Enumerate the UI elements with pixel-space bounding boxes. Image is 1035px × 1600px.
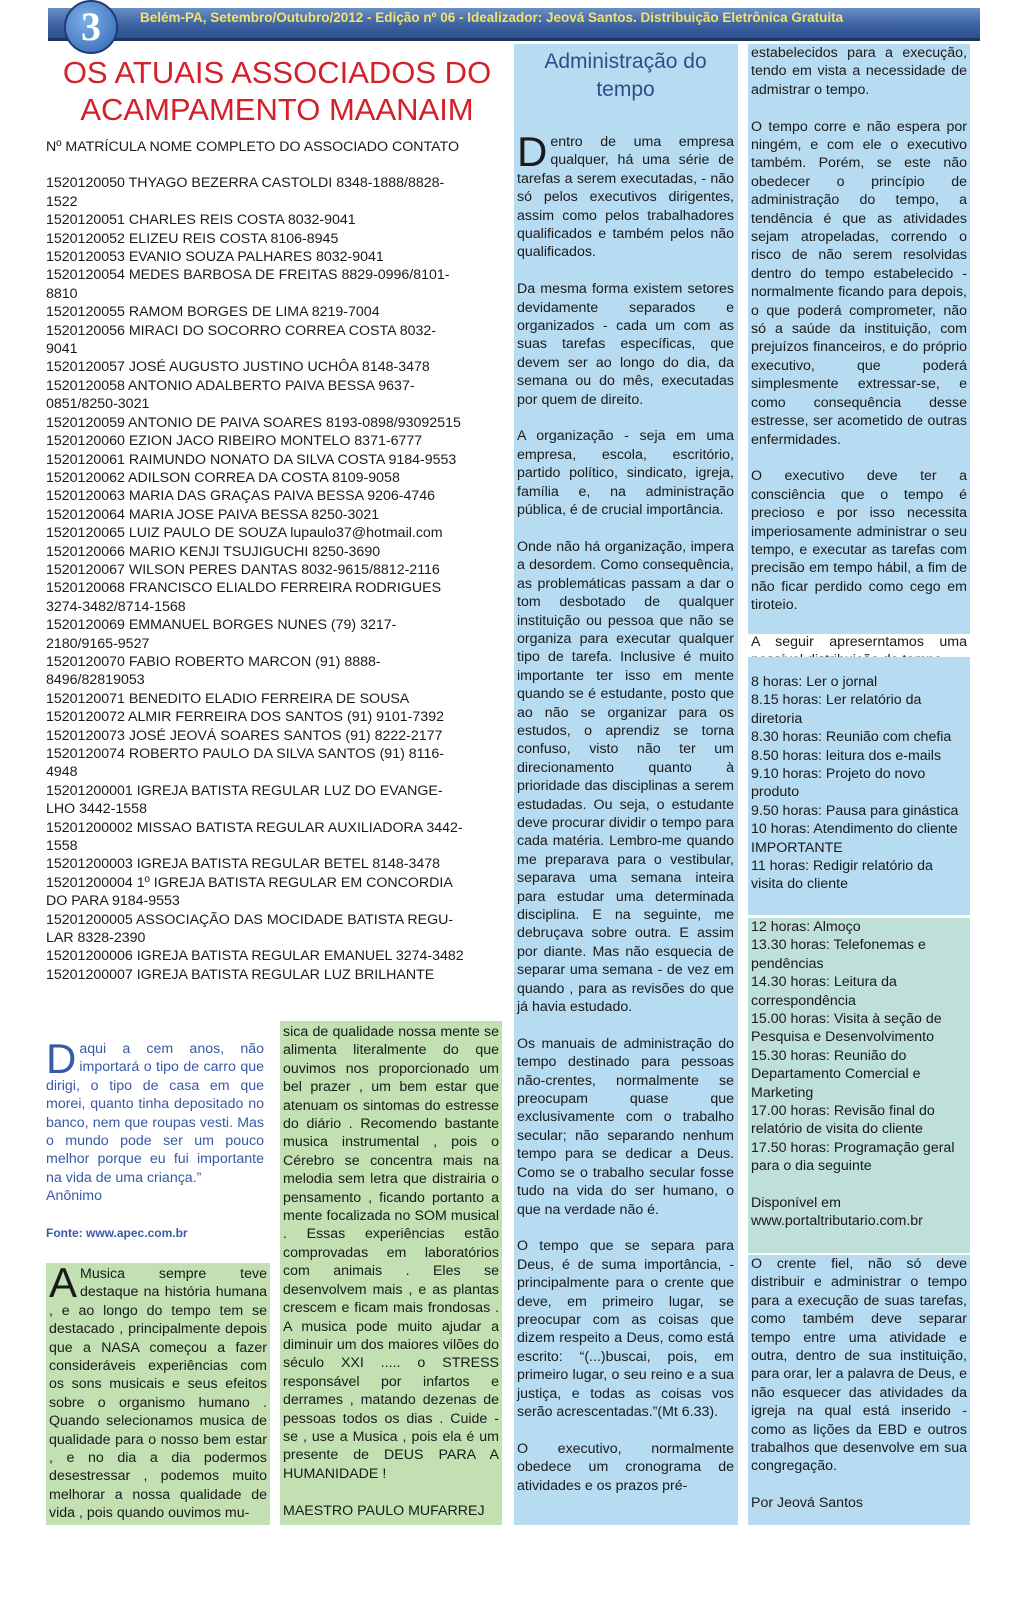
music-article-part-b bbox=[280, 1021, 502, 1525]
associado-line: 2180/9165-9527 bbox=[46, 635, 150, 652]
associado-line: 4948 bbox=[46, 764, 78, 781]
music-signature: MAESTRO PAULO MUFARREJ bbox=[283, 1502, 485, 1519]
tempo-article-col2 bbox=[748, 44, 970, 650]
headline-line-1: OS ATUAIS ASSOCIADOS DO bbox=[62, 55, 492, 90]
associado-line: 8810 bbox=[46, 285, 78, 302]
associado-line: 15201200001 IGREJA BATISTA REGULAR LUZ DO EVANGE- bbox=[46, 782, 443, 799]
associado-line: 15201200004 1º IGREJA BATISTA REGULAR EM CONCORDIA bbox=[46, 874, 453, 891]
associado-line: 1520120057 JOSÉ AUGUSTO JUSTINO UCHÔA 8148-3478 bbox=[46, 359, 430, 376]
schedule-item: 8.15 horas: Ler relatório da diretoria bbox=[751, 692, 922, 727]
tempo-p4: Onde não há organização, impera a desordem. Como consequência, as problemáticas passam a dar o tom desbotado de qualquer instituição ou pessoa que não se organiza para executar qualquer tipo de tarefa. Inclusive é muito importante ter isso em mente quando se é estudante, posto que ao não se organizar para os estudos, o aprendiz se torna confuso, visto não ter um direcionamento quanto à prioridade das disciplinas a serem estudadas. Ou seja, o estudante deve procurar dividir o tempo para cada matéria. Lembro-me quando me preparava para o vestibular, separava uma semana inteira para estudar uma determinada disciplina. E na seguinte, me debruçava sobre outra. E assim por diante. Mas não esquecia de separar uma semana - de vez em quando , para as revisões do que já havia estudado. bbox=[517, 538, 734, 1016]
schedule-item: 17.00 horas: Revisão final do relatório de visita do cliente bbox=[751, 1103, 935, 1138]
music-text-a: Musica sempre teve destaque na história humana , e ao longo do tempo tem se destacado , principalmente depois que a NASA começou a fazer consideráveis experiências com os sons musicais e seus efeitos sobre o organismo humano . Quando selecionamos musica de qualidade para o nosso bem estar , e no dia a dia podermos desestressar , podemos muito melhorar a nossa qualidade de vida , pois quando ouvimos mu- bbox=[49, 1266, 267, 1522]
tempo-c4p4: A seguir apreserntamos uma bbox=[751, 633, 967, 650]
associado-line: 1520120068 FRANCISCO ELIALDO FERREIRA RODRIGUES bbox=[46, 580, 442, 597]
schedule-item: 15.30 horas: Reunião do Departamento Comercial e Marketing bbox=[751, 1047, 921, 1101]
schedule-item: 15.00 horas: Visita à seção de Pesquisa e Desenvolvimento bbox=[751, 1011, 942, 1046]
schedule-item: 11 horas: Redigir relatório da visita do cliente bbox=[751, 858, 933, 893]
tempo-drop-cap: D bbox=[517, 128, 548, 175]
associado-line: 1520120056 MIRACI DO SOCORRO CORREA COSTA 8032- bbox=[46, 322, 437, 339]
associado-line: 1520120070 FABIO ROBERTO MARCON (91) 8888- bbox=[46, 653, 381, 670]
tempo-p1: entro de uma empresa qualquer, há uma série de tarefas a serem executadas, - não só pelos executivos dirigentes, assim como pelos trabalhadores qualificados e também pelos não qualificados. bbox=[517, 134, 734, 261]
associado-line: 1520120074 ROBERTO PAULO DA SILVA SANTOS (91) 8116- bbox=[46, 746, 444, 762]
tempo-p5: Os manuais de administração do tempo destinado para pessoas não-crentes, normalmente se preocupam quase que exclusivamente com o trabalho secular; não separando nenhum tempo para se dedicar a Deus. Como se o trabalho secular fosse tudo na vida do ser humano, o que na verdade não é. bbox=[517, 1035, 734, 1218]
quote-text: aqui a cem anos, não importará o tipo de carro que dirigi, o tipo de casa em que morei, quanto tinha depositado no banco, nem que roupas vesti. Mas o mundo pode ser um pouco melhor porque eu fui importante na vida de uma criança.” bbox=[46, 1041, 264, 1186]
associado-line: LAR 8328-2390 bbox=[46, 930, 146, 947]
header-banner bbox=[48, 8, 980, 41]
tempo-article-closing bbox=[748, 1255, 970, 1525]
associado-line: 8496/82819053 bbox=[46, 672, 145, 689]
associado-line: 1520120062 ADILSON CORREA DA COSTA 8109-9058 bbox=[46, 469, 400, 486]
associado-line: 1520120059 ANTONIO DE PAIVA SOARES 8193-0898/93092515 bbox=[46, 414, 461, 431]
associado-line: 1520120073 JOSÉ JEOVÁ SOARES SANTOS (91) 8222-2177 bbox=[46, 727, 443, 744]
associado-line: 1558 bbox=[46, 838, 78, 855]
associado-line: LHO 3442-1558 bbox=[46, 801, 147, 818]
quote-author: Anônimo bbox=[46, 1188, 102, 1205]
associados-list bbox=[46, 138, 506, 984]
associado-line: 1520120053 EVANIO SOUZA PALHARES 8032-9041 bbox=[46, 249, 384, 266]
music-drop-cap: A bbox=[49, 1259, 78, 1306]
associado-line: 1520120071 BENEDITO ELADIO FERREIRA DE SOUSA bbox=[46, 690, 410, 707]
tempo-c4p5: O crente fiel, não só deve distribuir e administrar o tempo para a execução de suas tarefas, como também deve separar tempo entre uma atividade e outra, dentro de sua instituição, para orar, ler a palavra de Deus, e não esquecer das atividades da igreja na qual está inserido - como as lições da EBD e outros trabalhos que desenvolve em sua congregação. bbox=[751, 1256, 967, 1475]
associado-line: 1520120063 MARIA DAS GRAÇAS PAIVA BESSA 9206-4746 bbox=[46, 488, 436, 505]
associados-headline bbox=[46, 54, 508, 128]
music-text-b: sica de qualidade nossa mente se alimenta literalmente do que ouvimos nos proporcionado um bel prazer , um bem estar que atenuam os sintomas do estresse do diário . Recomendo bastante musica instrumental , pois o Cérebro se concentra mais na melodia sem letra que distrairia o pensamento , ficando portanto a mente focalizada no SOM musical . Essas experiências estão comprovadas em laboratórios com animais . Eles se desenvolvem mais , e as plantas crescem e ficam mais frondosas . A musica pode muito ajudar a diminuir um dos maiores vilões do século XXI ..... o STRESS responsável por infartos e derrames , matando dezenas de pessoas todos os dias . Cuide - se , use a Musica , pois ela é um presente de DEUS PARA A HUMANIDADE ! bbox=[283, 1024, 499, 1482]
associado-line: 1520120066 MARIO KENJI TSUJIGUCHI 8250-3690 bbox=[46, 543, 381, 560]
associado-line: 1520120064 MARIA JOSE PAIVA BESSA 8250-3021 bbox=[46, 506, 380, 523]
associado-line: 15201200002 MISSAO BATISTA REGULAR AUXILIADORA 3442- bbox=[46, 819, 463, 836]
associado-line: 1520120065 LUIZ PAULO DE SOUZA lupaulo37@hotmail.com bbox=[46, 525, 443, 542]
tempo-p7: O executivo, normalmente obedece um cronograma de atividades e os prazos pré- bbox=[517, 1440, 734, 1494]
header-banner-text: Belém-PA, Setembro/Outubro/2012 - Edição nº 06 - Idealizador: Jeová Santos. Distribuição Eletrônica Gratuita bbox=[140, 10, 844, 25]
associado-line: 1520120054 MEDES BARBOSA DE FREITAS 8829-0996/8101- bbox=[46, 267, 450, 284]
schedule-morning bbox=[748, 657, 970, 915]
associado-line: 1520120072 ALMIR FERREIRA DOS SANTOS (91) 9101-7392 bbox=[46, 709, 444, 726]
schedule-item: 13.30 horas: Telefonemas e pendências bbox=[751, 937, 926, 972]
associado-line: 1520120069 EMMANUEL BORGES NUNES (79) 3217- bbox=[46, 617, 397, 634]
page-number-badge: 3 bbox=[64, 0, 118, 54]
schedule-item: 9.50 horas: Pausa para ginástica bbox=[751, 802, 959, 819]
quote-box bbox=[46, 1035, 270, 1206]
associado-line: 1520120055 RAMOM BORGES DE LIMA 8219-7004 bbox=[46, 304, 380, 321]
associado-line: 0851/8250-3021 bbox=[46, 396, 150, 413]
tempo-c4p1: estabelecidos para a execução, tendo em vista a necessidade de admistrar o tempo. bbox=[751, 45, 967, 98]
tempo-p3: A organização - seja em uma empresa, escola, escritório, partido político, sindicato, igreja, família e, na administração pública, é de crucial importância. bbox=[517, 428, 734, 519]
associado-line: 9041 bbox=[46, 341, 78, 358]
schedule-item: 17.50 horas: Programação geral para o dia seguinte bbox=[751, 1139, 955, 1175]
headline-line-2: ACAMPAMENTO MAANAIM bbox=[80, 92, 474, 127]
associado-line: 1520120067 WILSON PERES DANTAS 8032-9615/8812-2116 bbox=[46, 561, 440, 578]
tempo-c4p2: O tempo corre e não espera por ningém, e com ele o executivo também. Porém, se este não obedecer o princípio de administração do tempo, a tendência é que as atividades sejam atropeladas, correndo o risco de não serem resolvidas dentro do tempo estabelecido - normalmente ficando para depois, o que poderá comprometer, não só a saúde da instituição, com prejuízos financeiros, e do próprio executivo, que poderá simplesmente extressar-se, e como consequência desse estresse, ser acometido de outras enfermidades. bbox=[751, 118, 967, 448]
associado-line: 15201200006 IGREJA BATISTA REGULAR EMANUEL 3274-3482 bbox=[46, 948, 464, 965]
associado-line: 1520120052 ELIZEU REIS COSTA 8106-8945 bbox=[46, 230, 339, 247]
schedule-item: 8 horas: Ler o jornal bbox=[751, 674, 878, 690]
quote-drop-cap: D bbox=[46, 1035, 77, 1082]
associado-line: 1520120060 EZION JACO RIBEIRO MONTELO 8371-6777 bbox=[46, 433, 423, 450]
associado-line: 15201200007 IGREJA BATISTA REGULAR LUZ BRILHANTE bbox=[46, 966, 435, 983]
quote-source: Fonte: www.apec.com.br bbox=[46, 1226, 188, 1240]
music-article-part-a bbox=[46, 1259, 270, 1525]
schedule-afternoon bbox=[748, 918, 970, 1253]
schedule-item: 9.10 horas: Projeto do novo produto bbox=[751, 766, 926, 801]
associado-line: 1520120050 THYAGO BEZERRA CASTOLDI 8348-1888/8828- bbox=[46, 175, 445, 192]
tempo-p6: O tempo que se separa para Deus, é de suma importância, - principalmente para o crente que deve, em primeiro lugar, se preocupar com as coisas que dizem respeito a Deus, como está escrito: “(...)buscai, pois, em primeiro lugar, o seu reino e a sua justiça, e todas as coisas vos serão acrescentadas.”(Mt 6.33). bbox=[517, 1238, 734, 1420]
tempo-article-col1 bbox=[514, 44, 738, 1525]
associado-line: DO PARA 9184-9553 bbox=[46, 893, 180, 910]
schedule-item: 8.30 horas: Reunião com chefia bbox=[751, 729, 952, 746]
associado-line: 15201200005 ASSOCIAÇÃO DAS MOCIDADE BATISTA REGU- bbox=[46, 911, 454, 928]
associado-line: 1520120058 ANTONIO ADALBERTO PAIVA BESSA 9637- bbox=[46, 377, 415, 394]
schedule-item: 14.30 horas: Leitura da correspondência bbox=[751, 974, 897, 1009]
associado-line: 1522 bbox=[46, 193, 78, 210]
list-lines bbox=[46, 174, 506, 984]
tempo-c4p3: O executivo deve ter a consciência que o tempo é precioso e por isso necessita imperiosamente administrar o seu tempo, e executar as tarefas com precisão em tempo hábil, a fim de não ficar perdido como cego em tiroteio. bbox=[751, 468, 967, 614]
tempo-title: Administração do tempo bbox=[544, 50, 707, 101]
schedule-item: 8.50 horas: leitura dos e-mails bbox=[751, 747, 942, 764]
schedule-item: 12 horas: Almoço bbox=[751, 919, 861, 935]
schedule-source: Disponível em www.portaltributario.com.br bbox=[751, 1195, 923, 1230]
associado-line: 1520120051 CHARLES REIS COSTA 8032-9041 bbox=[46, 212, 356, 229]
list-column-header: Nº MATRÍCULA NOME COMPLETO DO ASSOCIADO CONTATO bbox=[46, 139, 459, 155]
associado-line: 1520120061 RAIMUNDO NONATO DA SILVA COSTA 9184-9553 bbox=[46, 451, 457, 468]
tempo-byline: Por Jeová Santos bbox=[751, 1495, 863, 1512]
associado-line: 15201200003 IGREJA BATISTA REGULAR BETEL 8148-3478 bbox=[46, 856, 441, 873]
tempo-p2: Da mesma forma existem setores devidamente separados e organizados - cada um com as suas tarefas específicas, que devem ser ao longo do dia, da semana ou do mês, executadas por quem de direito. bbox=[517, 281, 734, 408]
associado-line: 3274-3482/8714-1568 bbox=[46, 598, 186, 615]
schedule-item: 10 horas: Atendimento do cliente IMPORTANTE bbox=[751, 821, 958, 856]
